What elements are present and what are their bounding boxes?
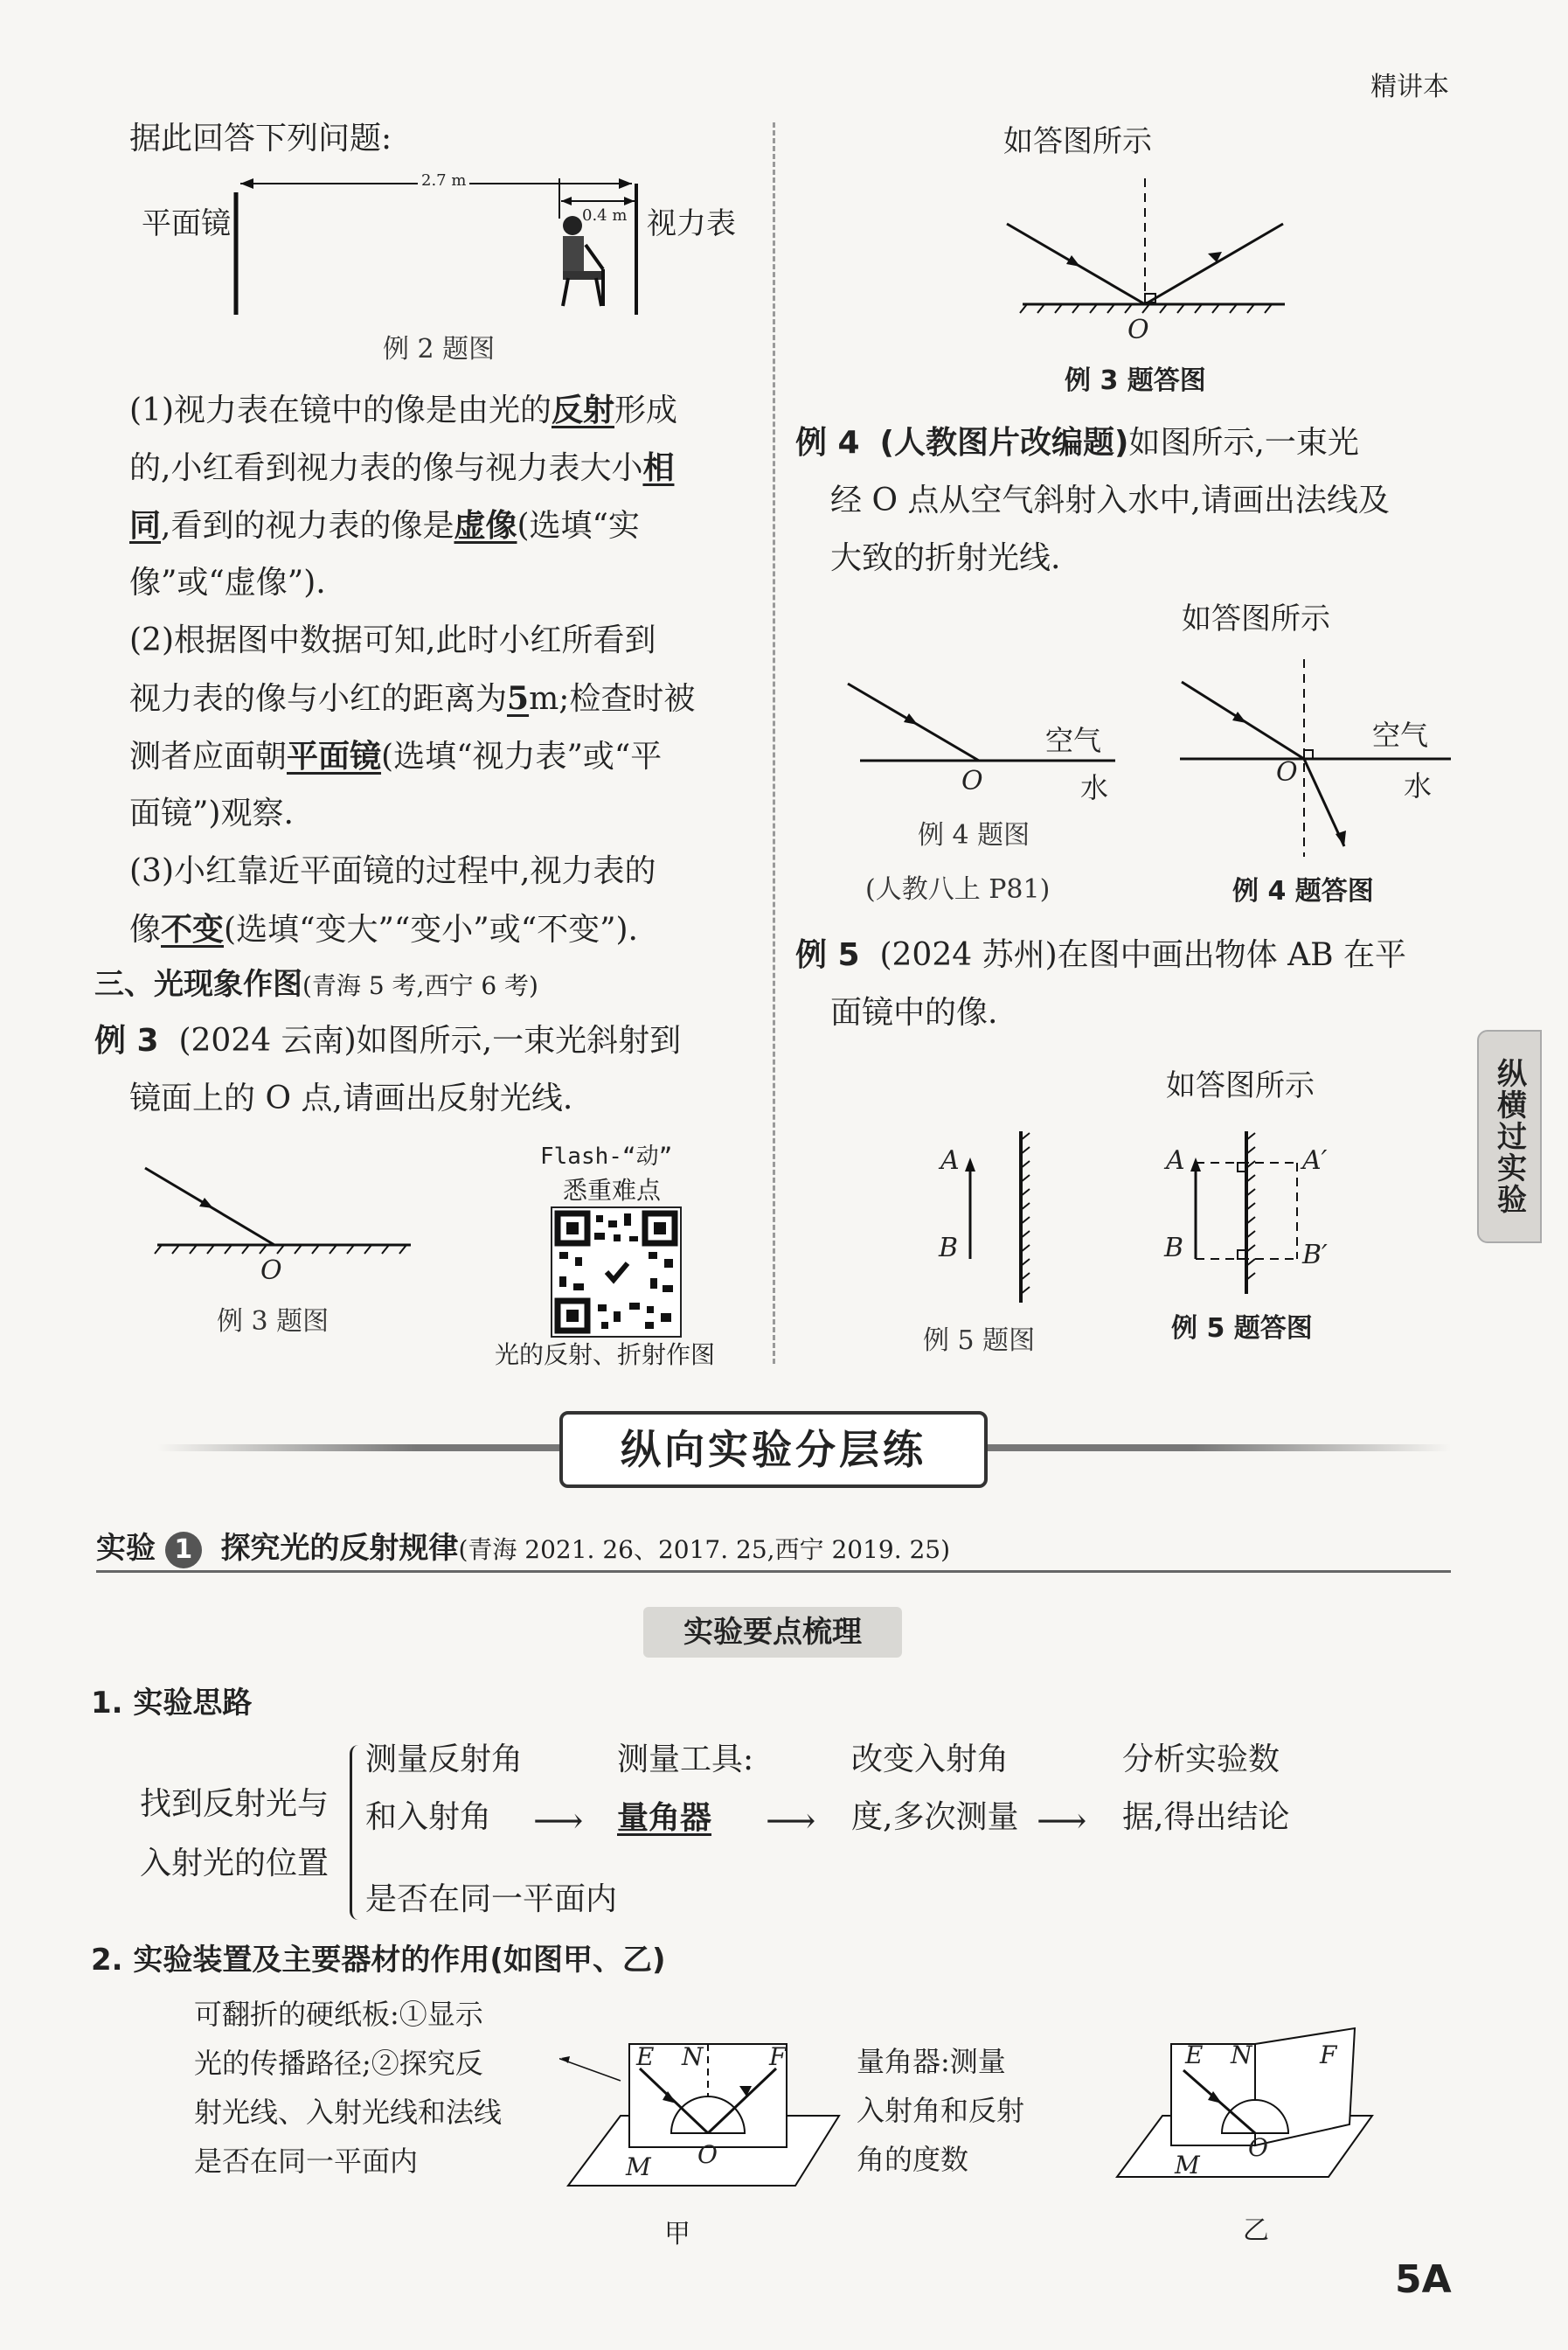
ex4-water: 水 [1080, 771, 1109, 804]
caption-jia: 甲 [664, 2219, 690, 2249]
s1-start: 找到反射光与 入射光的位置 [140, 1786, 330, 1881]
caption-ex2: 例 2 题图 [383, 334, 496, 365]
yi-M: M [1175, 2151, 1200, 2180]
ex4-line3: 大致的折射光线. [830, 540, 1061, 576]
q1-line4: 像”或“虚像”). [129, 565, 326, 601]
q3-line2: 像不变(选填“变大”“变小”或“不变”). [129, 911, 638, 948]
jia-E: E [636, 2042, 655, 2071]
q3-line1: (3)小红靠近平面镜的过程中,视力表的 [129, 853, 656, 889]
caption-yi: 乙 [1243, 2215, 1269, 2246]
ex5-ans-b2: B′ [1302, 1240, 1328, 1270]
ex5-line2: 面镜中的像. [830, 995, 998, 1031]
column-divider [773, 122, 775, 1364]
q2-line3: 测者应面朝平面镜(选填“视力表”或“平 [129, 738, 663, 775]
s1-tool1: 测量工具: [617, 1742, 754, 1777]
q1-line3: 同,看到的视力表的像是虚像(选填“实 [129, 507, 640, 544]
apparatus-yi [1110, 2002, 1381, 2186]
ex4-ans-air: 空气 [1372, 719, 1429, 752]
ex4-answer-header: 如答图所示 [1182, 601, 1330, 636]
s1-step: 改变入射角 度,多次测量 [851, 1742, 1019, 1835]
q1-line2: 的,小红看到视力表的像与视力表大小相 [129, 449, 675, 486]
s2-title: 2. 实验装置及主要器材的作用(如图甲、乙) [91, 1943, 666, 1978]
ex4-line1: 例 4 (人教图片改编题)如图所示,一束光 [795, 425, 1359, 461]
caption-ex4: 例 4 题图 [918, 820, 1030, 851]
ex5-ans-b: B [1164, 1233, 1184, 1263]
qr-title1: Flash-“动” [540, 1144, 673, 1170]
yi-N: N [1231, 2041, 1252, 2069]
experiment-subhead: 实验要点梳理 [643, 1607, 902, 1658]
ex3-line2: 镜面上的 O 点,请画出反射光线. [129, 1081, 573, 1116]
s1-tool2: 量角器 [617, 1799, 712, 1836]
ex5-line1: 例 5 (2024 苏州)在图中画出物体 AB 在平 [795, 937, 1406, 973]
s1-title: 1. 实验思路 [91, 1686, 253, 1721]
page-number: 5A [1395, 2257, 1452, 2302]
s2-note-left: 可翻折的硬纸板:①显示 光的传播路径;②探究反 射光线、入射光线和法线 是否在同一平面内 [194, 1998, 503, 2178]
ex5-label-b: B [939, 1233, 959, 1263]
experiment-rule [96, 1570, 1451, 1573]
ex4-air: 空气 [1045, 724, 1102, 757]
book-label: 精讲本 [1370, 72, 1449, 102]
ex5-ans-a: A [1166, 1145, 1185, 1176]
qr-title2: 悉重难点 [563, 1176, 662, 1205]
label-dist-girl: 0.4 m [582, 206, 628, 225]
arrow-3: ⟶ [1037, 1801, 1087, 1841]
apparatus-jia [559, 2028, 857, 2194]
caption-ex5: 例 5 题图 [923, 1325, 1036, 1356]
ex5-label-a: A [940, 1145, 960, 1176]
ex3-point-o: O [260, 1255, 282, 1286]
caption-ans3: 例 3 题答图 [1065, 365, 1206, 396]
ans3-point-o: O [1127, 315, 1149, 345]
ans3-header: 如答图所示 [1003, 124, 1152, 159]
label-dist-total: 2.7 m [418, 171, 469, 190]
experiment-heading: 实验 1 探究光的反射规律(青海 2021. 26、2017. 25,西宁 2019. 25) [96, 1526, 950, 1572]
ex4-ans-point-o: O [1276, 757, 1298, 788]
jia-F: F [769, 2042, 787, 2071]
yi-E: E [1185, 2041, 1204, 2069]
s1-b2: 和入射角 [365, 1799, 492, 1835]
label-mirror: 平面镜 [142, 206, 231, 241]
section3-heading: 三、光现象作图(青海 5 考,西宁 6 考) [94, 967, 538, 1002]
ex4-point-o: O [961, 766, 983, 796]
caption-ex4-answer: 例 4 题答图 [1232, 876, 1374, 907]
caption-ex3: 例 3 题图 [217, 1306, 330, 1337]
ex4-line2: 经 O 点从空气斜射入水中,请画出法线及 [830, 483, 1390, 518]
yi-O: O [1248, 2133, 1268, 2162]
s1-b1: 测量反射角 [365, 1742, 524, 1777]
ex3-line1: 例 3 (2024 云南)如图所示,一束光斜射到 [94, 1023, 682, 1059]
s1-b3: 是否在同一平面内 [365, 1881, 618, 1917]
caption-ex4-src: (人教八上 P81) [865, 874, 1051, 905]
yi-F: F [1320, 2041, 1337, 2069]
ex5-ans-a2: A′ [1302, 1145, 1328, 1176]
q1-line1: (1)视力表在镜中的像是由光的反射形成 [129, 392, 678, 428]
ex4-answer-figure [1171, 656, 1468, 866]
q2-line4: 面镜”)观察. [129, 796, 294, 831]
s2-note-mid: 量角器:测量 入射角和反射 角的度数 [857, 2045, 1025, 2176]
arrow-1: ⟶ [533, 1801, 584, 1841]
girl-figure [563, 216, 603, 306]
ex4-ans-water: 水 [1404, 769, 1433, 803]
ex5-answer-header: 如答图所示 [1166, 1068, 1315, 1103]
example2-figure [131, 166, 760, 323]
caption-ex5-answer: 例 5 题答图 [1171, 1313, 1313, 1344]
arrow-2: ⟶ [766, 1801, 816, 1841]
jia-O: O [697, 2140, 718, 2169]
q2-line1: (2)根据图中数据可知,此时小红所看到 [129, 622, 656, 658]
s1-end: 分析实验数 据,得出结论 [1122, 1742, 1290, 1835]
banner-title: 纵向实验分层练 [559, 1411, 988, 1488]
qr-code[interactable] [551, 1206, 682, 1338]
label-chart: 视力表 [647, 206, 736, 241]
jia-M: M [626, 2152, 651, 2181]
s1-brace [350, 1745, 364, 1920]
side-tab: 纵横过实验 [1477, 1030, 1542, 1243]
qr-caption: 光的反射、折射作图 [495, 1340, 716, 1369]
intro-text: 据此回答下列问题: [129, 121, 392, 156]
q2-line2: 视力表的像与小红的距离为5m;检查时被 [129, 680, 696, 717]
jia-N: N [682, 2042, 704, 2071]
